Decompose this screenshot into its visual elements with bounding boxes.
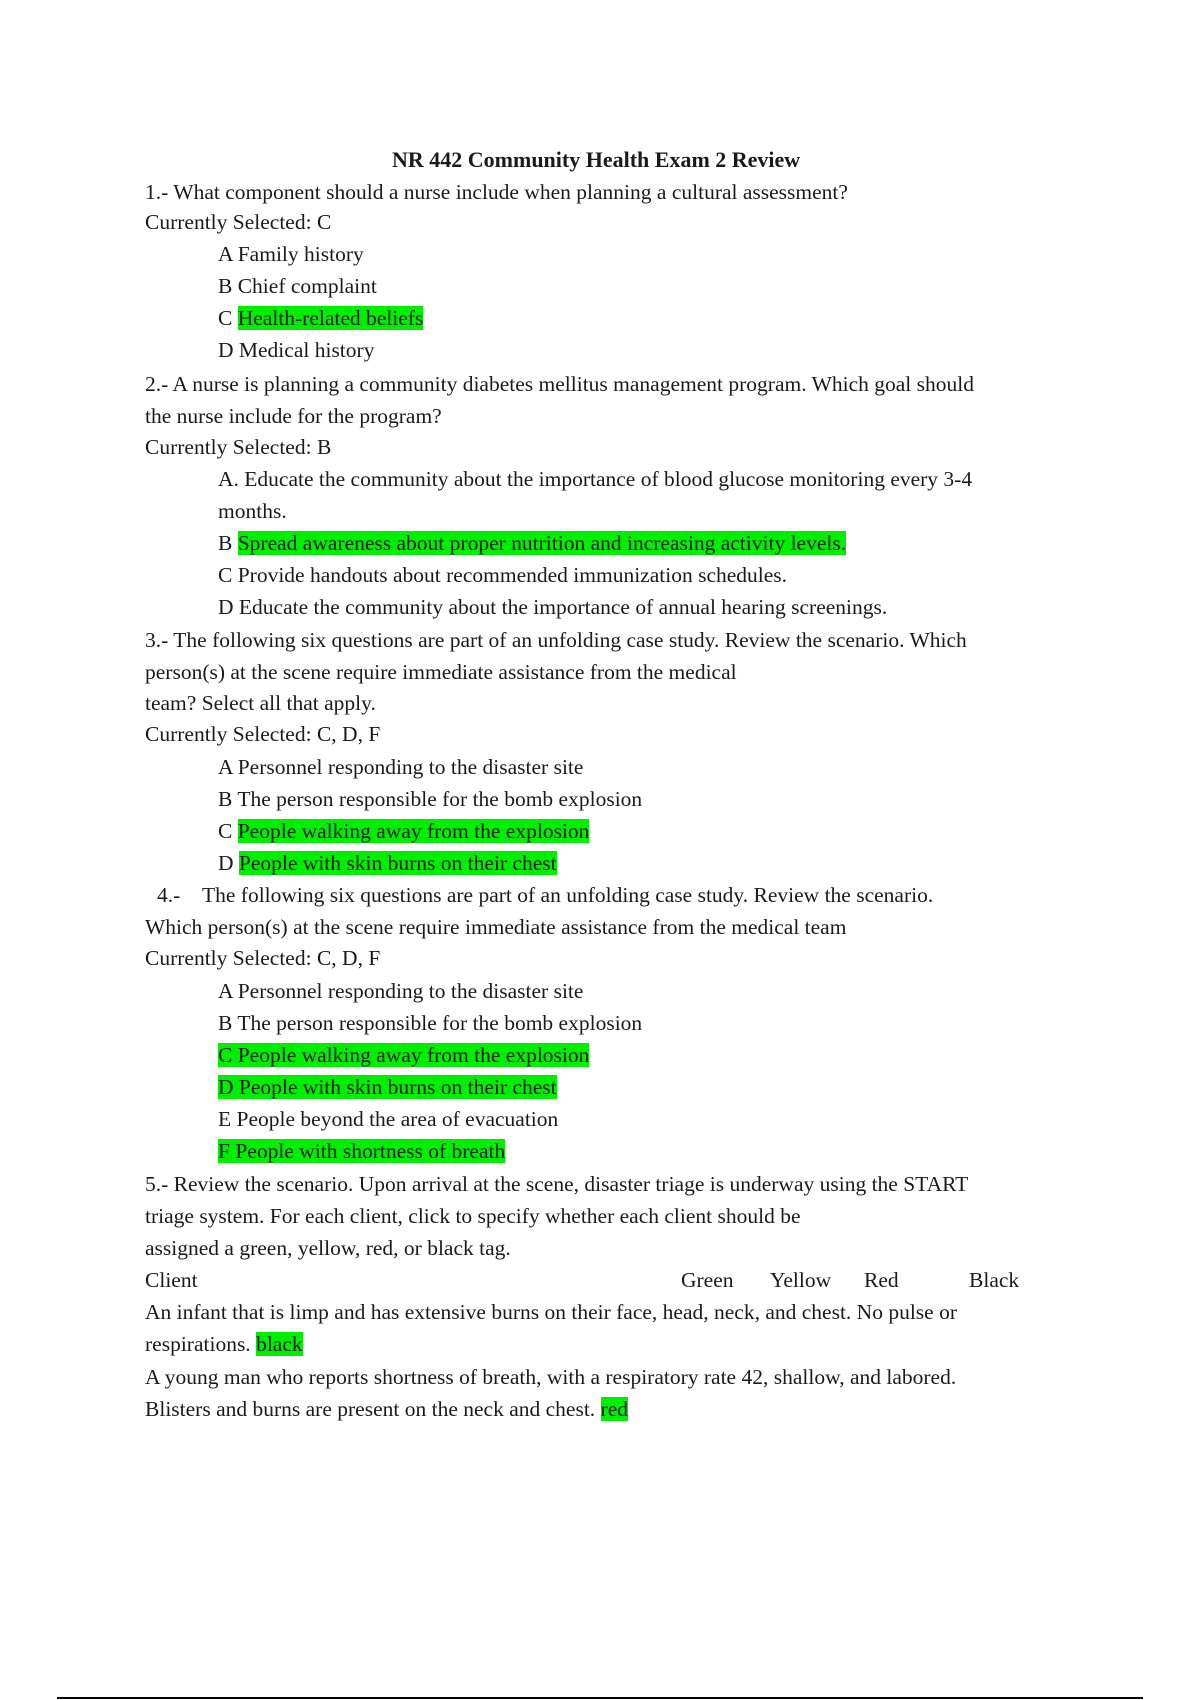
table-header-client: Client bbox=[145, 1268, 198, 1292]
q2-option-c: C Provide handouts about recommended immunization schedules. bbox=[218, 563, 788, 587]
q3-option-d bbox=[218, 849, 557, 877]
q1-option-a: A Family history bbox=[218, 242, 364, 266]
q3-selected: Currently Selected: C, D, F bbox=[145, 722, 381, 746]
q4-option-a: A Personnel responding to the disaster site bbox=[218, 979, 584, 1003]
q4-option-c-highlight: C People walking away from the explosion bbox=[218, 1043, 590, 1067]
q2-option-b-letter: B bbox=[218, 531, 238, 555]
q2-option-b-highlight: Spread awareness about proper nutrition and increasing activity levels. bbox=[237, 531, 847, 555]
q5-question-line1: 5.- Review the scenario. Upon arrival at the scene, disaster triage is underway using the START bbox=[145, 1172, 969, 1196]
table-header-green: Green bbox=[681, 1268, 734, 1292]
q3-question-line1: 3.- The following six questions are part of an unfolding case study. Review the scenario. Which bbox=[145, 628, 967, 652]
q2-selected: Currently Selected: B bbox=[145, 435, 332, 459]
q3-option-b: B The person responsible for the bomb explosion bbox=[218, 787, 643, 811]
table-row-2-line1: A young man who reports shortness of breath, with a respiratory rate 42, shallow, and labored. bbox=[145, 1365, 957, 1389]
q1-option-c-highlight: Health-related beliefs bbox=[237, 306, 424, 330]
q2-option-b bbox=[218, 529, 846, 557]
table-row-1-line1: An infant that is limp and has extensive burns on their face, head, neck, and chest. No pulse or bbox=[145, 1300, 957, 1324]
q4-option-f bbox=[218, 1137, 505, 1165]
q4-question-line1: The following six questions are part of an unfolding case study. Review the scenario. bbox=[202, 883, 934, 907]
q1-question: 1.- What component should a nurse include when planning a cultural assessment? bbox=[145, 180, 848, 204]
q1-option-c-letter: C bbox=[218, 306, 238, 330]
page-title: NR 442 Community Health Exam 2 Review bbox=[392, 147, 801, 172]
q4-option-c bbox=[218, 1041, 589, 1069]
q1-option-b: B Chief complaint bbox=[218, 274, 377, 298]
table-row-1-text: respirations. bbox=[145, 1332, 257, 1356]
q1-option-d: D Medical history bbox=[218, 338, 375, 362]
q3-option-c-highlight: People walking away from the explosion bbox=[237, 819, 590, 843]
table-row-2-answer: red bbox=[600, 1397, 628, 1421]
q4-number: 4.- bbox=[157, 883, 181, 907]
q4-option-e: E People beyond the area of evacuation bbox=[218, 1107, 559, 1131]
q3-question-line2: person(s) at the scene require immediate assistance from the medical bbox=[145, 660, 737, 684]
q3-option-d-letter: D bbox=[218, 851, 239, 875]
q4-option-b: B The person responsible for the bomb explosion bbox=[218, 1011, 643, 1035]
q3-option-a: A Personnel responding to the disaster site bbox=[218, 755, 584, 779]
table-row-2-text: Blisters and burns are present on the neck and chest. bbox=[145, 1397, 601, 1421]
table-row-1-line2 bbox=[145, 1330, 303, 1358]
table-row-1-answer: black bbox=[256, 1332, 303, 1356]
q2-question-line1: 2.- A nurse is planning a community diabetes mellitus management program. Which goal should bbox=[145, 372, 974, 396]
page-bottom-rule bbox=[57, 1697, 1143, 1699]
q3-option-d-highlight: People with skin burns on their chest bbox=[238, 851, 557, 875]
q2-question-line2: the nurse include for the program? bbox=[145, 404, 442, 428]
q5-question-line3: assigned a green, yellow, red, or black tag. bbox=[145, 1236, 511, 1260]
q4-option-d-highlight: D People with skin burns on their chest bbox=[218, 1075, 557, 1099]
q2-option-a-line1: A. Educate the community about the importance of blood glucose monitoring every 3-4 bbox=[218, 467, 973, 491]
q4-option-f-highlight: F People with shortness of breath bbox=[218, 1139, 506, 1163]
table-row-2-line2 bbox=[145, 1395, 628, 1423]
q2-option-a-line2: months. bbox=[218, 499, 287, 523]
q3-option-c bbox=[218, 817, 589, 845]
q3-option-c-letter: C bbox=[218, 819, 238, 843]
q5-question-line2: triage system. For each client, click to specify whether each client should be bbox=[145, 1204, 801, 1228]
table-header-black: Black bbox=[969, 1268, 1020, 1292]
q2-option-d: D Educate the community about the importance of annual hearing screenings. bbox=[218, 595, 888, 619]
q4-selected: Currently Selected: C, D, F bbox=[145, 946, 381, 970]
table-header-red: Red bbox=[864, 1268, 899, 1292]
q1-option-c bbox=[218, 304, 423, 332]
q3-question-line3: team? Select all that apply. bbox=[145, 691, 376, 715]
q4-question-line2: Which person(s) at the scene require immediate assistance from the medical team bbox=[145, 915, 847, 939]
q1-selected: Currently Selected: C bbox=[145, 210, 332, 234]
table-header-yellow: Yellow bbox=[770, 1268, 832, 1292]
q4-option-d bbox=[218, 1073, 557, 1101]
